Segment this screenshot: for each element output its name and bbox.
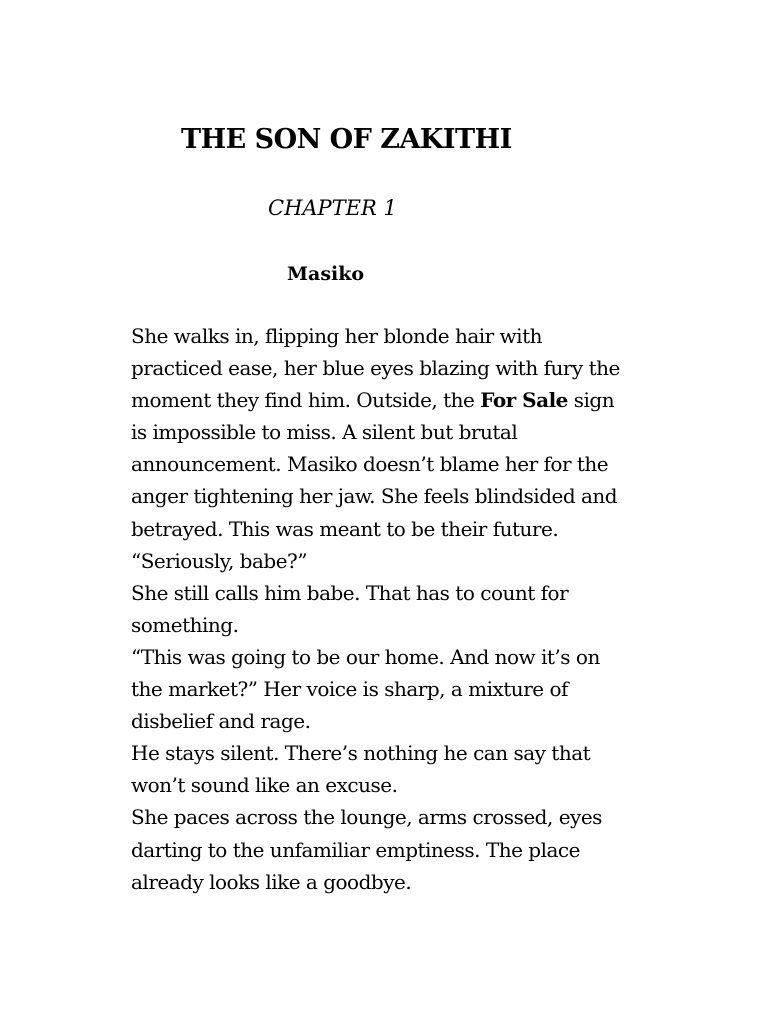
body-line: She paces across the lounge, arms crossed, eyes — [131, 805, 602, 830]
body-line: something. — [131, 612, 239, 637]
body-line: “This was going to be our home. And now it’s on — [131, 644, 600, 669]
body-line-text: sign — [567, 388, 615, 413]
body-line: is impossible to miss. A silent but brutal — [131, 420, 518, 445]
body-line: announcement. Masiko doesn’t blame her for the — [131, 452, 609, 477]
body-line: practiced ease, her blue eyes blazing with fury the — [131, 356, 620, 381]
body-line: anger tightening her jaw. She feels blindsided and — [131, 484, 618, 509]
chapter-heading: CHAPTER 1 — [268, 196, 397, 220]
body-line: betrayed. This was meant to be their future. — [131, 516, 559, 541]
body-line: already looks like a goodbye. — [131, 869, 412, 894]
body-line: He stays silent. There’s nothing he can say that — [131, 741, 591, 766]
body-line — [131, 384, 651, 416]
body-line: won’t sound like an excuse. — [131, 773, 398, 798]
book-title: THE SON OF ZAKITHI — [181, 124, 512, 155]
body-line: She still calls him babe. That has to count for — [131, 580, 569, 605]
body-line: the market?” Her voice is sharp, a mixture of — [131, 677, 568, 702]
pov-character-heading: Masiko — [287, 263, 365, 285]
body-line: disbelief and rage. — [131, 709, 311, 734]
body-line: She walks in, flipping her blonde hair with — [131, 324, 542, 348]
body-line-text: moment they find him. Outside, the — [131, 388, 481, 413]
body-line: darting to the unfamiliar emptiness. The place — [131, 837, 580, 862]
body-line: “Seriously, babe?” — [131, 548, 307, 573]
for-sale-emphasis: For Sale — [480, 388, 568, 413]
chapter-body — [131, 320, 651, 898]
